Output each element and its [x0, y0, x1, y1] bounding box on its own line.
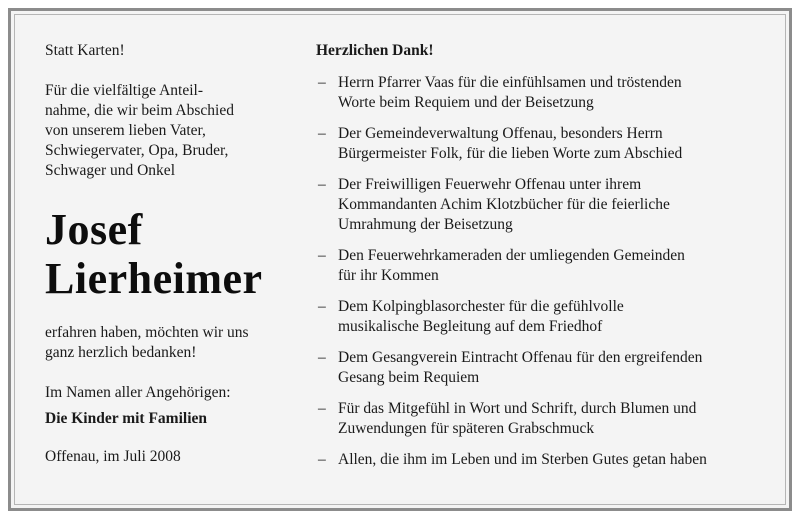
notice-frame: [8, 8, 792, 511]
intro-line: Für die vielfältige Anteil-: [45, 82, 203, 99]
thanks-item-line: Bürgermeister Folk, für die lieben Worte zum Abschied: [338, 145, 683, 162]
thanks-item-line: Umrahmung der Beisetzung: [338, 216, 513, 233]
thanks-item: [316, 348, 776, 388]
thanks-item-line: Kommandanten Achim Klotzbücher für die feierliche: [338, 196, 670, 213]
deceased-last-name: Lierheimer: [45, 254, 263, 303]
intro-line: nahme, die wir beim Abschied: [45, 102, 234, 119]
thanks-item: [316, 297, 776, 337]
signatory: Die Kinder mit Familien: [45, 410, 208, 427]
thanks-list: [316, 73, 776, 470]
thanks-item: [316, 450, 776, 470]
thanks-item-line: Der Gemeindeverwaltung Offenau, besonders Herrn: [338, 125, 663, 142]
dash-bullet: –: [318, 125, 326, 142]
right-column: [316, 41, 776, 481]
dash-bullet: –: [318, 74, 326, 91]
dash-bullet: –: [318, 247, 326, 264]
closing-line: ganz herzlich bedanken!: [45, 344, 197, 361]
thanks-item-line: Zuwendungen für späteren Grabschmuck: [338, 420, 595, 437]
thanks-item-line: Dem Gesangverein Eintracht Offenau für den ergreifenden: [338, 349, 703, 366]
thanks-item-line: Den Feuerwehrkameraden der umliegenden Gemeinden: [338, 247, 685, 264]
closing-text: [45, 323, 295, 363]
thanks-item-line: Der Freiwilligen Feuerwehr Offenau unter ihrem: [338, 176, 642, 193]
thanks-item-line: Herrn Pfarrer Vaas für die einfühlsamen und tröstenden: [338, 74, 682, 91]
signatory-label: Im Namen aller Angehörigen:: [45, 384, 231, 401]
deceased-first-name: Josef: [45, 205, 143, 254]
thanks-item-line: Gesang beim Requiem: [338, 369, 480, 386]
intro-line: Schwager und Onkel: [45, 162, 175, 179]
closing-line: erfahren haben, möchten wir uns: [45, 324, 249, 341]
thanks-item: [316, 246, 776, 286]
thanks-item: [316, 399, 776, 439]
intro-line: Schwiegervater, Opa, Bruder,: [45, 142, 229, 159]
thanks-item-line: Dem Kolpingblasorchester für die gefühlvolle: [338, 298, 624, 315]
thanks-item: [316, 175, 776, 235]
dash-bullet: –: [318, 298, 326, 315]
salutation: Statt Karten!: [45, 42, 125, 59]
dash-bullet: –: [318, 400, 326, 417]
thanks-heading: Herzlichen Dank!: [316, 42, 434, 59]
deceased-name: [45, 205, 295, 303]
thanks-item-line: Allen, die ihm im Leben und im Sterben Gutes getan haben: [338, 451, 707, 468]
place-date: Offenau, im Juli 2008: [45, 448, 181, 465]
intro-line: von unserem lieben Vater,: [45, 122, 206, 139]
thanks-item-line: musikalische Begleitung auf dem Friedhof: [338, 318, 603, 335]
intro-text: [45, 81, 295, 181]
thanks-item: [316, 124, 776, 164]
dash-bullet: –: [318, 349, 326, 366]
left-column: [45, 41, 295, 467]
dash-bullet: –: [318, 451, 326, 468]
thanks-item-line: Worte beim Requiem und der Beisetzung: [338, 94, 594, 111]
thanks-item: [316, 73, 776, 113]
thanks-item-line: für ihr Kommen: [338, 267, 439, 284]
thanks-item-line: Für das Mitgefühl in Wort und Schrift, durch Blumen und: [338, 400, 697, 417]
dash-bullet: –: [318, 176, 326, 193]
